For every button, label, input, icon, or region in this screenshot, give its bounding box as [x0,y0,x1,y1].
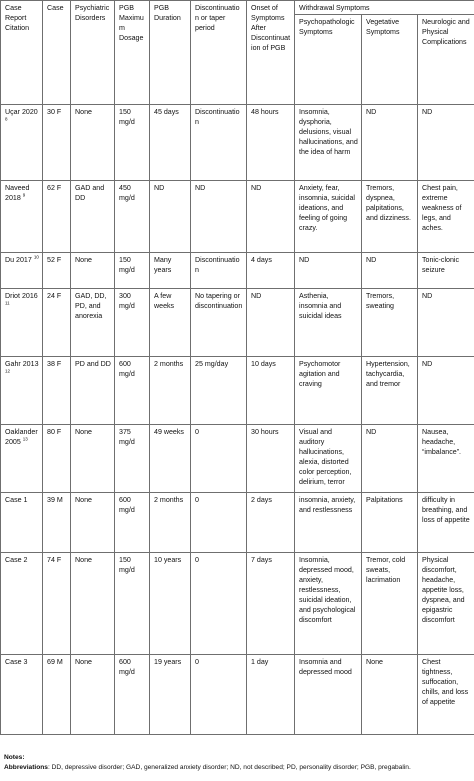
cell-psychopathologic: Psychomotor agitation and craving [295,357,362,425]
cell-neurologic: ND [418,357,474,425]
cell-citation [1,425,43,493]
header-citation: Case Report Citation [1,1,43,105]
cell-discontinuation: No tapering or discontinuation [191,289,247,357]
citation-text: Uçar 2020 [5,108,38,116]
citation-text: Case 3 [5,658,28,666]
abbreviations-label: Abbreviations [4,764,48,772]
cell-dose: 150 mg/d [115,253,150,289]
cell-dose: 600 mg/d [115,493,150,553]
table-row [1,253,474,289]
cell-vegetative: Palpitations [362,493,418,553]
cell-duration: 45 days [150,105,191,181]
reference-number: 9 [22,192,26,198]
cell-neurologic: ND [418,105,474,181]
reference-number: 13 [22,436,28,442]
cell-neurologic: Physical discomfort, headache, appetite loss, dyspnea, and epigastric discomfort [418,553,474,655]
citation-text: Du 2017 [5,256,32,264]
cell-discontinuation: 0 [191,493,247,553]
cell-psychiatric: None [71,553,115,655]
header-neurologic: Neurologic and Physical Complications [418,15,474,105]
cell-psychopathologic: Insomnia, depressed mood, anxiety, restlessness, suicidal ideation, and psychological discomfort [295,553,362,655]
cell-psychiatric: None [71,655,115,735]
cell-dose: 600 mg/d [115,357,150,425]
citation-text: Naveed 2018 [5,184,30,203]
cell-neurologic: Nausea, headache, “imbalance”. [418,425,474,493]
cell-psychopathologic: Visual and auditory hallucinations, alexia, distorted color perception, delirium, terror [295,425,362,493]
cell-citation [1,105,43,181]
cell-psychopathologic: insomnia, anxiety, and restlessness [295,493,362,553]
table-row [1,357,474,425]
cell-onset: 1 day [247,655,295,735]
cell-discontinuation: 25 mg/day [191,357,247,425]
cell-citation [1,493,43,553]
cell-dose: 150 mg/d [115,105,150,181]
cell-duration: A few weeks [150,289,191,357]
cell-case: 52 F [43,253,71,289]
cell-neurologic: ND [418,289,474,357]
cell-citation [1,253,43,289]
cell-vegetative: None [362,655,418,735]
header-pgb-duration: PGB Duration [150,1,191,105]
cell-duration: 19 years [150,655,191,735]
table-row [1,289,474,357]
cell-duration: 49 weeks [150,425,191,493]
header-row [1,1,474,15]
reference-number: 11 [5,300,10,306]
cell-case: 62 F [43,181,71,253]
cell-dose: 600 mg/d [115,655,150,735]
cell-neurologic: Chest pain, extreme weakness of legs, and aches. [418,181,474,253]
header-case: Case [43,1,71,105]
cell-vegetative: Hypertension, tachycardia, and tremor [362,357,418,425]
cell-discontinuation: 0 [191,655,247,735]
citation-text: Gahr 2013 [5,360,39,368]
cell-psychiatric: None [71,425,115,493]
cell-psychiatric: GAD, DD, PD, and anorexia [71,289,115,357]
cell-neurologic: Chest tightness, suffocation, chills, and loss of appetite [418,655,474,735]
cell-case: 39 M [43,493,71,553]
cell-discontinuation: Discontinuation [191,253,247,289]
cell-vegetative: ND [362,253,418,289]
cell-onset: 30 hours [247,425,295,493]
cell-case: 80 F [43,425,71,493]
header-discontinuation: Discontinuation or taper period [191,1,247,105]
cell-onset: 10 days [247,357,295,425]
table-row [1,655,474,735]
cell-citation [1,655,43,735]
header-withdrawal-symptoms: Withdrawal Symptoms [295,1,474,15]
cell-psychopathologic: Asthenia, insomnia and suicidal ideas [295,289,362,357]
table-row [1,425,474,493]
reference-number: 12 [5,368,11,374]
abbreviations-text: : DD, depressive disorder; GAD, generalized anxiety disorder; ND, not described; PD, personality disorder; PGB, pregabalin. [47,764,411,772]
cell-psychopathologic: Anxiety, fear, insomnia, suicidal ideations, and feeling of going crazy. [295,181,362,253]
cell-psychiatric: None [71,253,115,289]
cell-psychiatric: GAD and DD [71,181,115,253]
citation-text: Oaklander 2005 [5,428,38,447]
cell-psychopathologic: Insomnia, dysphoria, delusions, visual hallucinations, and the idea of harm [295,105,362,181]
cell-case: 38 F [43,357,71,425]
table-row [1,553,474,655]
header-psychiatric-disorders: Psychiatric Disorders [71,1,115,105]
cell-case: 74 F [43,553,71,655]
cell-psychopathologic: ND [295,253,362,289]
cell-psychiatric: PD and DD [71,357,115,425]
cell-duration: 2 months [150,493,191,553]
cell-citation [1,289,43,357]
cell-neurologic: Tonic-clonic seizure [418,253,474,289]
table-row [1,105,474,181]
table-row [1,493,474,553]
cell-citation [1,181,43,253]
cell-duration: 10 years [150,553,191,655]
cell-case: 24 F [43,289,71,357]
cell-discontinuation: 0 [191,425,247,493]
cell-onset: 48 hours [247,105,295,181]
cell-citation [1,553,43,655]
header-psychopathologic: Psychopathologic Symptoms [295,15,362,105]
cell-neurologic: difficulty in breathing, and loss of appetite [418,493,474,553]
cell-citation [1,357,43,425]
table-row [1,181,474,253]
cell-discontinuation: ND [191,181,247,253]
citation-text: Case 1 [5,496,28,504]
table-notes [4,753,472,773]
cell-onset: ND [247,289,295,357]
cell-vegetative: ND [362,105,418,181]
cell-dose: 375 mg/d [115,425,150,493]
cell-onset: 4 days [247,253,295,289]
cell-vegetative: ND [362,425,418,493]
cell-duration: 2 months [150,357,191,425]
cell-vegetative: Tremors, sweating [362,289,418,357]
citation-text: Driot 2016 [5,292,38,300]
cell-dose: 150 mg/d [115,553,150,655]
cell-psychiatric: None [71,105,115,181]
cell-onset: ND [247,181,295,253]
cell-onset: 2 days [247,493,295,553]
header-vegetative: Vegetative Symptoms [362,15,418,105]
notes-title: Notes: [4,754,25,761]
cell-discontinuation: Discontinuation [191,105,247,181]
header-pgb-max-dosage: PGB Maximum Dosage [115,1,150,105]
cell-psychiatric: None [71,493,115,553]
cell-duration: Many years [150,253,191,289]
reference-number: 10 [33,254,39,260]
cell-discontinuation: 0 [191,553,247,655]
citation-text: Case 2 [5,556,28,564]
cell-case: 30 F [43,105,71,181]
cell-dose: 300 mg/d [115,289,150,357]
cell-dose: 450 mg/d [115,181,150,253]
cell-duration: ND [150,181,191,253]
cell-onset: 7 days [247,553,295,655]
abbreviations-line [4,763,472,773]
cell-case: 69 M [43,655,71,735]
header-onset: Onset of Symptoms After Discontinuation of PGB [247,1,295,105]
cell-vegetative: Tremor, cold sweats, lacrimation [362,553,418,655]
cell-psychopathologic: Insomnia and depressed mood [295,655,362,735]
reference-number: 8 [5,116,8,122]
cell-vegetative: Tremors, dyspnea, palpitations, and dizziness. [362,181,418,253]
